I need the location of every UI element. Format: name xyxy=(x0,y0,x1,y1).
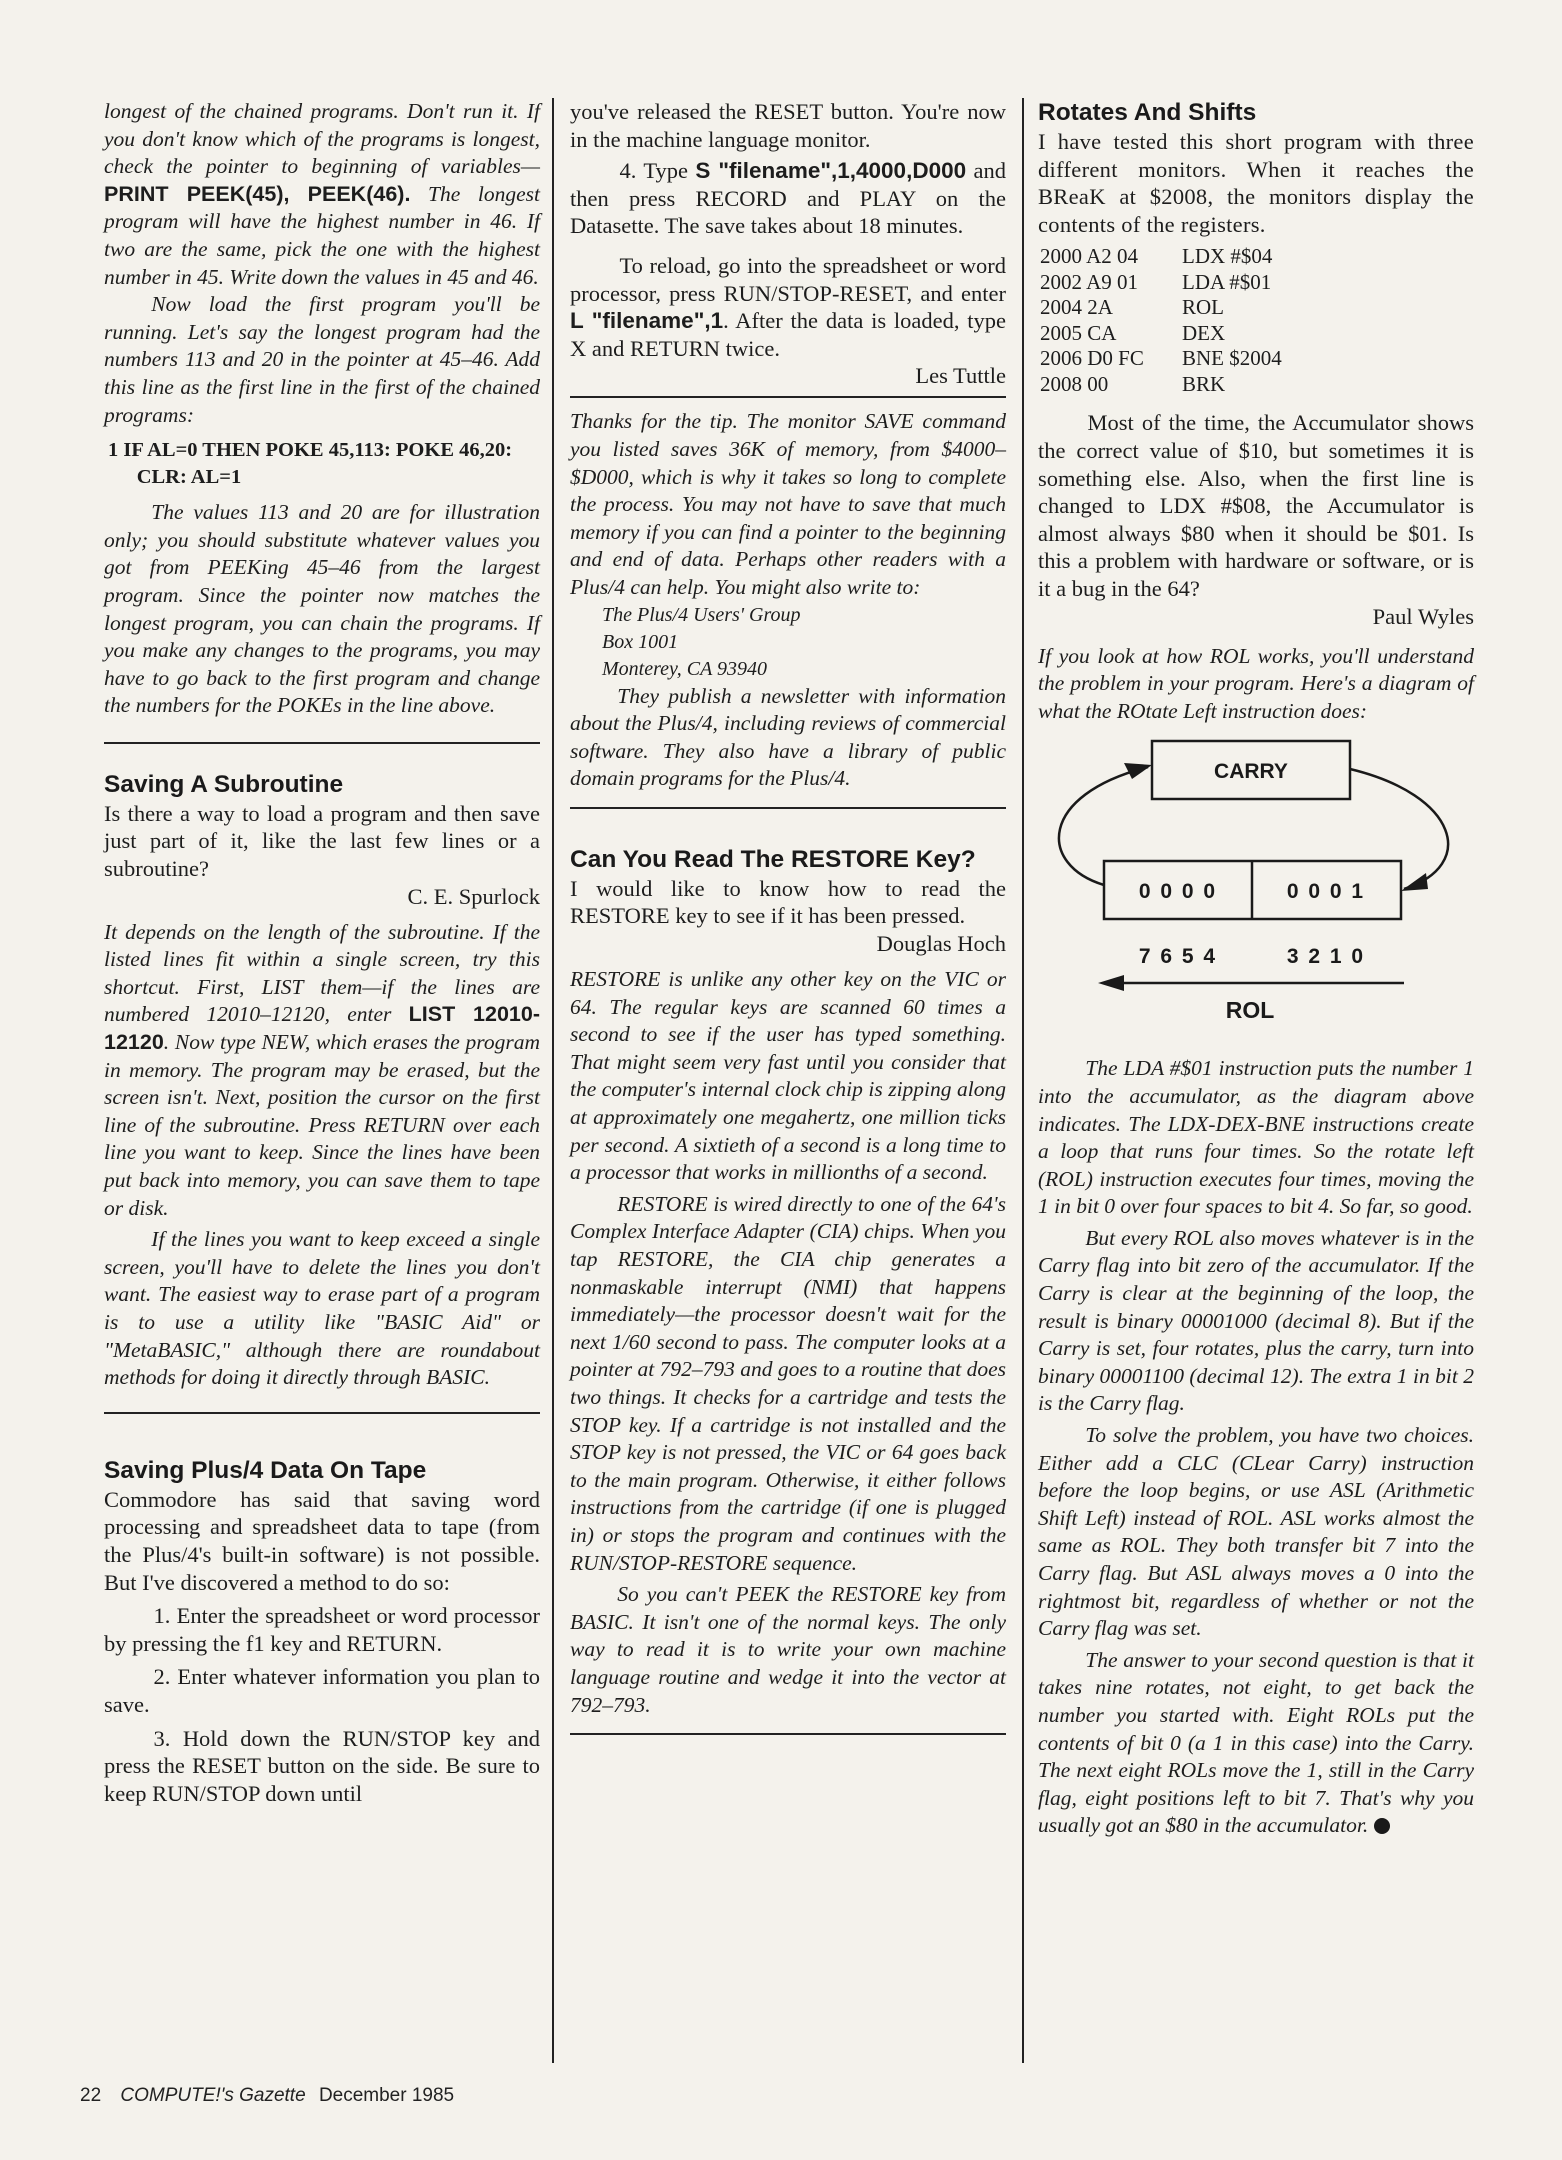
asm-row: 2008 00 BRK xyxy=(1040,371,1226,396)
section-divider xyxy=(570,1733,1006,1735)
paragraph: It depends on the length of the subroutine. If the listed lines fit within a single screen, try this shortcut. First, LIST them—if the lines are numbered 12010–12120, enter LIST 12010-12120. Now type NEW, which erases the program in memory. The program may be erased, but the screen isn't. Next, position the cursor on the first line of the subroutine. Press RETURN over each line you want to keep. Since the lines have been put back into memory, you can save them to tape or disk. xyxy=(104,919,541,1220)
paragraph: The answer to your second question is that it takes nine rotates, not eight, to get back the number you started with. Eight ROLs put the contents of bit 0 (a 1 in this case) into the Carry. The next eight ROLs move the 1, still in the Carry flag, eight positions left to bit 7. That's why you usually got an $80 in the accumulator. xyxy=(1038,1647,1474,1838)
section-divider xyxy=(104,742,540,744)
carry-to-bit0-arrow xyxy=(1350,769,1448,889)
address-line: The Plus/4 Users' Group xyxy=(602,603,801,626)
mailing-address xyxy=(570,602,1006,683)
section-divider xyxy=(570,807,1006,809)
asm-row: 2005 CA DEX xyxy=(1040,320,1226,345)
paragraph: Commodore has said that saving word processing and spreadsheet data to tape (from the Plus/4's built-in software) is not possible. But I've discovered a method to do so: xyxy=(104,1486,540,1595)
paragraph: But every ROL also moves whatever is in the Carry flag into bit zero of the accumulator. If the Carry is clear at the beginning of the loop, the result is binary 00001000 (decimal 8). But if the Carry is set, four rotates, plus the carry, turn into binary 00001100 (decimal 12). The extra 1 in bit 2 is the Carry flag. xyxy=(1038,1225,1474,1416)
reader-question: I have tested this short program with three different monitors. When it reaches the BReaK at $2008, the monitors display the contents of the registers. xyxy=(1038,129,1474,237)
asm-row: 2000 A2 04 LDX #$04 xyxy=(1040,244,1273,269)
signature: Les Tuttle xyxy=(915,363,1006,389)
arrowhead xyxy=(1401,873,1428,891)
end-mark-icon xyxy=(1374,1818,1390,1834)
paragraph: RESTORE is wired directly to one of the 64's Complex Interface Adapter (CIA) chips. When you tap RESTORE, the CIA chip generates a nonmaskable interrupt (NMI) that happens immediately—the processor doesn't wait for the next 1/60 second to pass. The computer looks at a pointer at 792–793 and goes to a routine that does two things. It checks for a cartridge and tests the STOP key. If a cartridge is not installed and the STOP key is not pressed, the VIC or 64 goes back to the main program. Otherwise, it either follows instructions from the cartridge (if one is plugged in) or stops the program and continues with the RUN/STOP-RESTORE sequence. xyxy=(570,1191,1006,1575)
page-footer xyxy=(80,2085,454,2107)
signature: C. E. Spurlock xyxy=(407,883,540,909)
address-line: Monterey, CA 93940 xyxy=(602,657,767,680)
section-divider xyxy=(104,1412,540,1414)
bit-positions-low: 3 2 1 0 xyxy=(1286,945,1366,969)
paragraph: Now load the first program you'll be running. Let's say the longest program had the numbers 113 and 20 in the pointer at 45–46. Add this line as the first line in the first of the chained programs: xyxy=(104,292,540,427)
paragraph: Most of the time, the Accumulator shows the correct value of $10, but sometimes it is something else. Also, when the first line is changed to LDX #$08, the Accumulator is almost always $80 when it should be $01. Is this a problem with hardware or software, or is it a bug in the 64? xyxy=(1038,410,1474,601)
magazine-title: COMPUTE!'s Gazette xyxy=(120,2085,306,2106)
address-line: Box 1001 xyxy=(602,630,679,653)
assembly-listing xyxy=(1040,244,1474,397)
column-rule-left xyxy=(552,98,554,2063)
diagram-caption: ROL xyxy=(1225,997,1275,1024)
arrowhead xyxy=(1124,763,1152,779)
paragraph: longest of the chained programs. Don't run it. If you don't know which of the programs is longest, check the pointer to beginning of variables—PRINT PEEK(45), PEEK(46). The longest program will have the highest number in 46. If two are the same, pick the one with the highest number in 45. Write down the values in 45 and 46. xyxy=(104,99,540,289)
paragraph: 4. Type S "filename",1,4000,D000 and then press RECORD and PLAY on the Datasette. The save takes about 18 minutes. xyxy=(570,158,1006,239)
paragraph: The LDA #$01 instruction puts the number 1 into the accumulator, as the diagram above indicates. The LDX-DEX-BNE instructions create a loop that runs four times. So the rotate left (ROL) instruction executes four times, moving the 1 in bit 0 over four spaces to bit 4. So far, so good. xyxy=(1038,1056,1474,1219)
column-3 xyxy=(1038,98,1474,1840)
paragraph: If you look at how ROL works, you'll understand the problem in your program. Here's a diagram of what the ROtate Left instruction does: xyxy=(1038,643,1474,723)
paragraph: RESTORE is unlike any other key on the VIC or 64. The regular keys are scanned 60 times a second to see if the user has typed something. That might seem very fast until you consider that the computer's internal clock chip is zipping along at approximately one megahertz, one million ticks per second. A sixtieth of a second is a long time to a processor that works in millionths of a second. xyxy=(570,967,1006,1185)
paragraph: 2. Enter whatever information you plan to save. xyxy=(104,1664,540,1717)
paragraph: They publish a newsletter with information about the Plus/4, including reviews of commercial software. They also have a library of public domain programs for the Plus/4. xyxy=(570,683,1006,791)
issue-date: December 1985 xyxy=(318,2085,455,2106)
left-arrow-icon xyxy=(1098,975,1124,991)
section-heading: Saving A Subroutine xyxy=(104,770,344,798)
section-heading: Saving Plus/4 Data On Tape xyxy=(104,1456,427,1484)
paragraph: To reload, go into the spreadsheet or word processor, press RUN/STOP-RESET, and enter L "filename",1. After the data is loaded, type X and RETURN twice. xyxy=(570,252,1006,361)
paragraph: To solve the problem, you have two choices. Either add a CLC (CLear Carry) instruction before the loop begins, or use ASL (Arithmetic Shift Left) instead of ROL. ASL works almost the same as ROL. They both transfer bit 7 into the Carry flag. But ASL always moves a 0 into the rightmost bit, regardless of whether or not the Carry flag was set. xyxy=(1038,1423,1474,1641)
signature: Douglas Hoch xyxy=(876,931,1006,957)
section-heading: Rotates And Shifts xyxy=(1038,99,1257,126)
paragraph: The values 113 and 20 are for illustration only; you should substitute whatever values you got from PEEKing 45–46 from the largest program. Since the pointer now matches the longest program, you can chain the programs. If you make any changes to the programs, you may have to go back to the first program and change the numbers for the POKEs in the line above. xyxy=(104,500,540,718)
code-line: 1 IF AL=0 THEN POKE 45,113: POKE 46,20: CLR: AL=1 xyxy=(108,439,513,489)
column-1 xyxy=(104,98,540,1807)
asm-row: 2004 2A ROL xyxy=(1040,295,1224,320)
section-heading: Can You Read The RESTORE Key? xyxy=(570,845,976,873)
page-number: 22 xyxy=(80,2085,102,2106)
paragraph: you've released the RESET button. You're now in the machine language monitor. xyxy=(570,99,1006,152)
paragraph: 3. Hold down the RUN/STOP key and press the RESET button on the side. Be sure to keep RUN/STOP down until xyxy=(104,1725,540,1806)
bit-positions-high: 7 6 5 4 xyxy=(1138,945,1218,969)
signature: Paul Wyles xyxy=(1372,603,1474,629)
reader-question: Is there a way to load a program and then save just part of it, like the last few lines or a subroutine? xyxy=(104,800,540,882)
paragraph: If the lines you want to keep exceed a single screen, you'll have to delete the lines you don't want. The easiest way to erase part of a program is to use a utility like "BASIC Aid" or "MetaBASIC," although there are roundabout methods for doing it directly through BASIC. xyxy=(104,1227,540,1390)
reader-question: I would like to know how to read the RESTORE key to see if it has been pressed. xyxy=(570,875,1006,929)
asm-row: 2006 D0 FC BNE $2004 xyxy=(1040,346,1282,371)
high-nibble-bits: 0 0 0 0 xyxy=(1138,880,1218,904)
low-nibble-bits: 0 0 0 1 xyxy=(1286,880,1366,904)
asm-row: 2002 A9 01 LDA #$01 xyxy=(1040,269,1272,294)
paragraph: Thanks for the tip. The monitor SAVE command you listed saves 36K of memory, from $4000–$D000, which is why it takes so long to complete the process. You may not have to save that much memory if you can find a pointer to the beginning and end of data. Perhaps other readers with a Plus/4 can help. You might also write to: xyxy=(570,409,1006,599)
column-2 xyxy=(570,98,1006,1735)
paragraph: 1. Enter the spreadsheet or word processor by pressing the f1 key and RETURN. xyxy=(104,1603,540,1656)
section-divider xyxy=(570,396,1006,398)
rol-diagram xyxy=(1038,725,1474,1055)
column-rule-right xyxy=(1022,98,1024,2063)
carry-label: CARRY xyxy=(1214,760,1288,784)
paragraph: So you can't PEEK the RESTORE key from BASIC. It isn't one of the normal keys. The only way to read it is to write your own machine language routine and wedge it into the vector at 792–793. xyxy=(570,1582,1006,1717)
